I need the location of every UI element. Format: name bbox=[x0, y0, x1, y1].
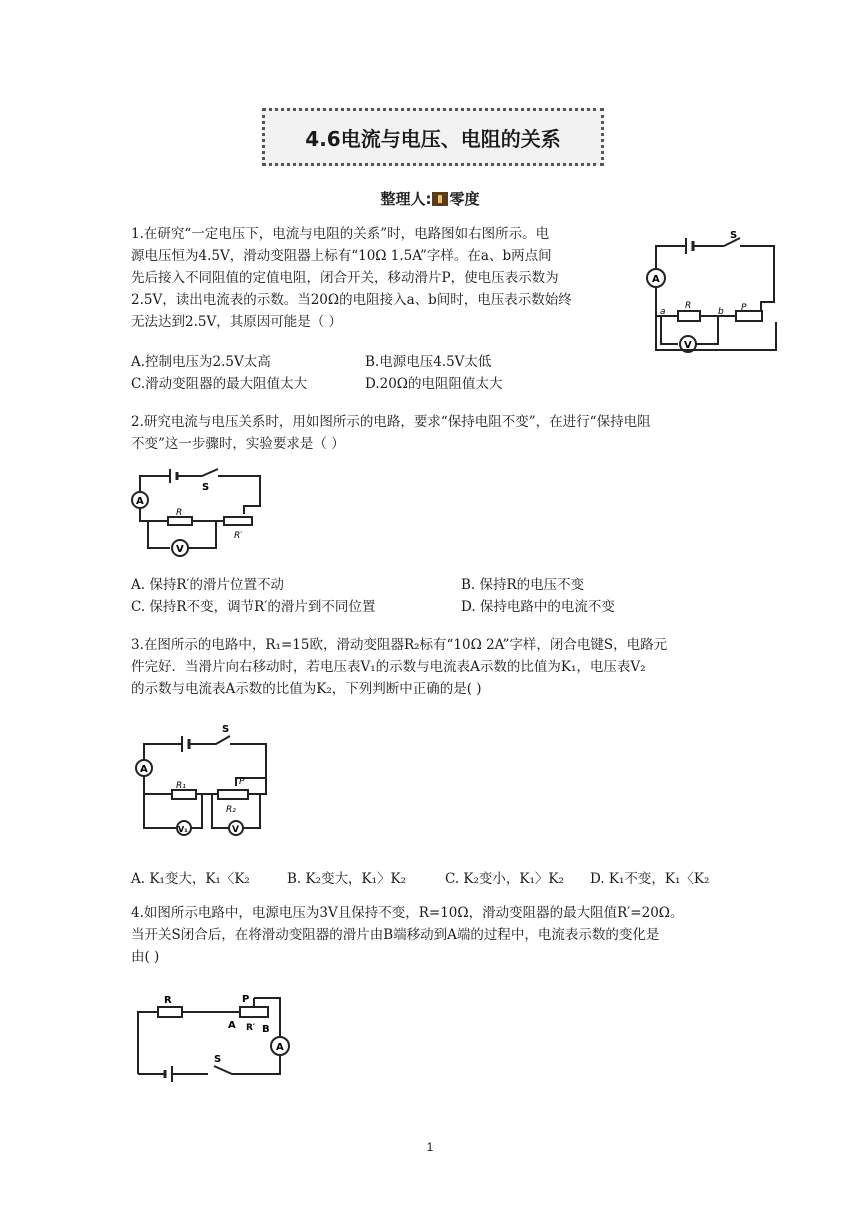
q2-option-c: C. 保持R不变，调节R′的滑片到不同位置 bbox=[131, 599, 376, 615]
q2-fig-switch-label: S bbox=[202, 482, 210, 493]
q4-line: 当开关S闭合后，在将滑动变阻器的滑片由B端移动到A端的过程中，电流表示数的变化是 bbox=[131, 927, 660, 943]
q1-circuit-diagram bbox=[636, 228, 786, 358]
q3-fig-r2-label: R₂ bbox=[226, 805, 236, 815]
q4-text bbox=[131, 902, 751, 968]
q3-line: 3.在图所示的电路中，R₁=15欧，滑动变阻器R₂标有“10Ω 2A”字样，闭合电键S，电路元 bbox=[131, 637, 668, 653]
q2-text bbox=[131, 411, 751, 455]
q3-fig-v2-label: V bbox=[232, 825, 239, 835]
q4-fig-r-label: R bbox=[164, 995, 172, 1006]
q1-fig-p-label: P bbox=[741, 303, 747, 313]
q1-line: 先后接入不同阻值的定值电阻，闭合开关，移动滑片P，使电压表示数为 bbox=[131, 270, 559, 286]
title-box bbox=[262, 108, 604, 166]
q1-fig-r-label: R bbox=[685, 301, 692, 311]
q1-option-c: C.滑动变阻器的最大阻值太大 bbox=[131, 376, 308, 392]
q4-circuit-diagram bbox=[130, 990, 290, 1090]
q1-option-d: D.20Ω的电阻阻值太大 bbox=[365, 376, 503, 392]
q4-fig-rprime-label: R′ bbox=[246, 1023, 256, 1033]
q4-line: 4.如图所示电路中，电源电压为3V且保持不变，R=10Ω，滑动变阻器的最大阻值R′=20Ω。 bbox=[131, 905, 684, 921]
q2-fig-rprime-label: R′ bbox=[234, 531, 243, 541]
q3-option-c: C. K₂变小，K₁〉K₂ bbox=[445, 871, 564, 887]
q4-fig-a-end-label: A bbox=[228, 1020, 236, 1031]
compiler-logo-icon bbox=[432, 192, 448, 206]
q3-fig-v1-label: V₁ bbox=[178, 825, 188, 834]
q4-fig-p-label: P bbox=[242, 994, 250, 1005]
q2-fig-ammeter-label: A bbox=[136, 496, 144, 507]
q2-fig-r-label: R bbox=[176, 508, 183, 518]
q3-option-b: B. K₂变大，K₁〉K₂ bbox=[287, 871, 406, 887]
q3-line: 的示数与电流表A示数的比值为K₂，下列判断中正确的是( ) bbox=[131, 681, 482, 697]
q3-option-a: A. K₁变大，K₁〈K₂ bbox=[131, 871, 250, 887]
q2-fig-voltmeter-label: V bbox=[176, 544, 184, 555]
q1-line: 2.5V，读出电流表的示数。当20Ω的电阻接入a、b间时，电压表示数始终 bbox=[131, 292, 572, 308]
q3-text bbox=[131, 634, 751, 700]
q1-line: 无法达到2.5V，其原因可能是（ ） bbox=[131, 314, 343, 330]
q1-fig-a-label: a bbox=[660, 307, 666, 317]
page-title: 4.6电流与电压、电阻的关系 bbox=[305, 126, 561, 151]
q2-option-a: A. 保持R′的滑片位置不动 bbox=[131, 577, 285, 593]
q4-line: 由( ) bbox=[131, 949, 160, 965]
q3-line: 件完好．当滑片向右移动时，若电压表V₁的示数与电流表A示数的比值为K₁，电压表V₂ bbox=[131, 659, 646, 675]
q2-option-d: D. 保持电路中的电流不变 bbox=[461, 599, 615, 615]
q1-line: 1.在研究“一定电压下，电流与电阻的关系”时，电路图如右图所示。电 bbox=[131, 226, 550, 242]
q3-fig-p-label: P bbox=[239, 777, 245, 787]
q2-line: 2.研究电流与电压关系时，用如图所示的电路，要求“保持电阻不变”，在进行“保持电阻 bbox=[131, 414, 651, 430]
page-number: 1 bbox=[426, 1140, 434, 1154]
q3-fig-ammeter-label: A bbox=[140, 764, 148, 775]
q4-fig-switch-label: S bbox=[214, 1054, 222, 1065]
q2-option-b: B. 保持R的电压不变 bbox=[461, 577, 585, 593]
q3-fig-switch-label: S bbox=[222, 724, 230, 735]
q1-fig-ammeter-label: A bbox=[652, 274, 660, 285]
q4-fig-ammeter-label: A bbox=[276, 1042, 284, 1053]
q4-fig-b-end-label: B bbox=[262, 1024, 270, 1035]
q1-fig-switch-label: S bbox=[730, 230, 738, 241]
q1-line: 源电压恒为4.5V，滑动变阻器上标有“10Ω 1.5A”字样。在a、b两点间 bbox=[131, 248, 552, 264]
q1-text bbox=[131, 223, 651, 333]
q1-option-a: A.控制电压为2.5V太高 bbox=[131, 354, 271, 370]
compiler-label: 整理人: bbox=[380, 190, 432, 208]
compiler-line bbox=[0, 188, 860, 209]
q2-circuit-diagram bbox=[128, 466, 268, 562]
q1-fig-b-label: b bbox=[718, 307, 724, 317]
q3-circuit-diagram bbox=[130, 718, 275, 840]
q1-option-b: B.电源电压4.5V太低 bbox=[365, 354, 492, 370]
q3-option-d: D. K₁不变，K₁〈K₂ bbox=[590, 871, 710, 887]
q3-fig-r1-label: R₁ bbox=[176, 781, 186, 791]
q1-fig-voltmeter-label: V bbox=[684, 340, 692, 351]
q2-line: 不变”这一步骤时，实验要求是（ ） bbox=[131, 436, 345, 452]
compiler-name: 零度 bbox=[449, 190, 480, 208]
